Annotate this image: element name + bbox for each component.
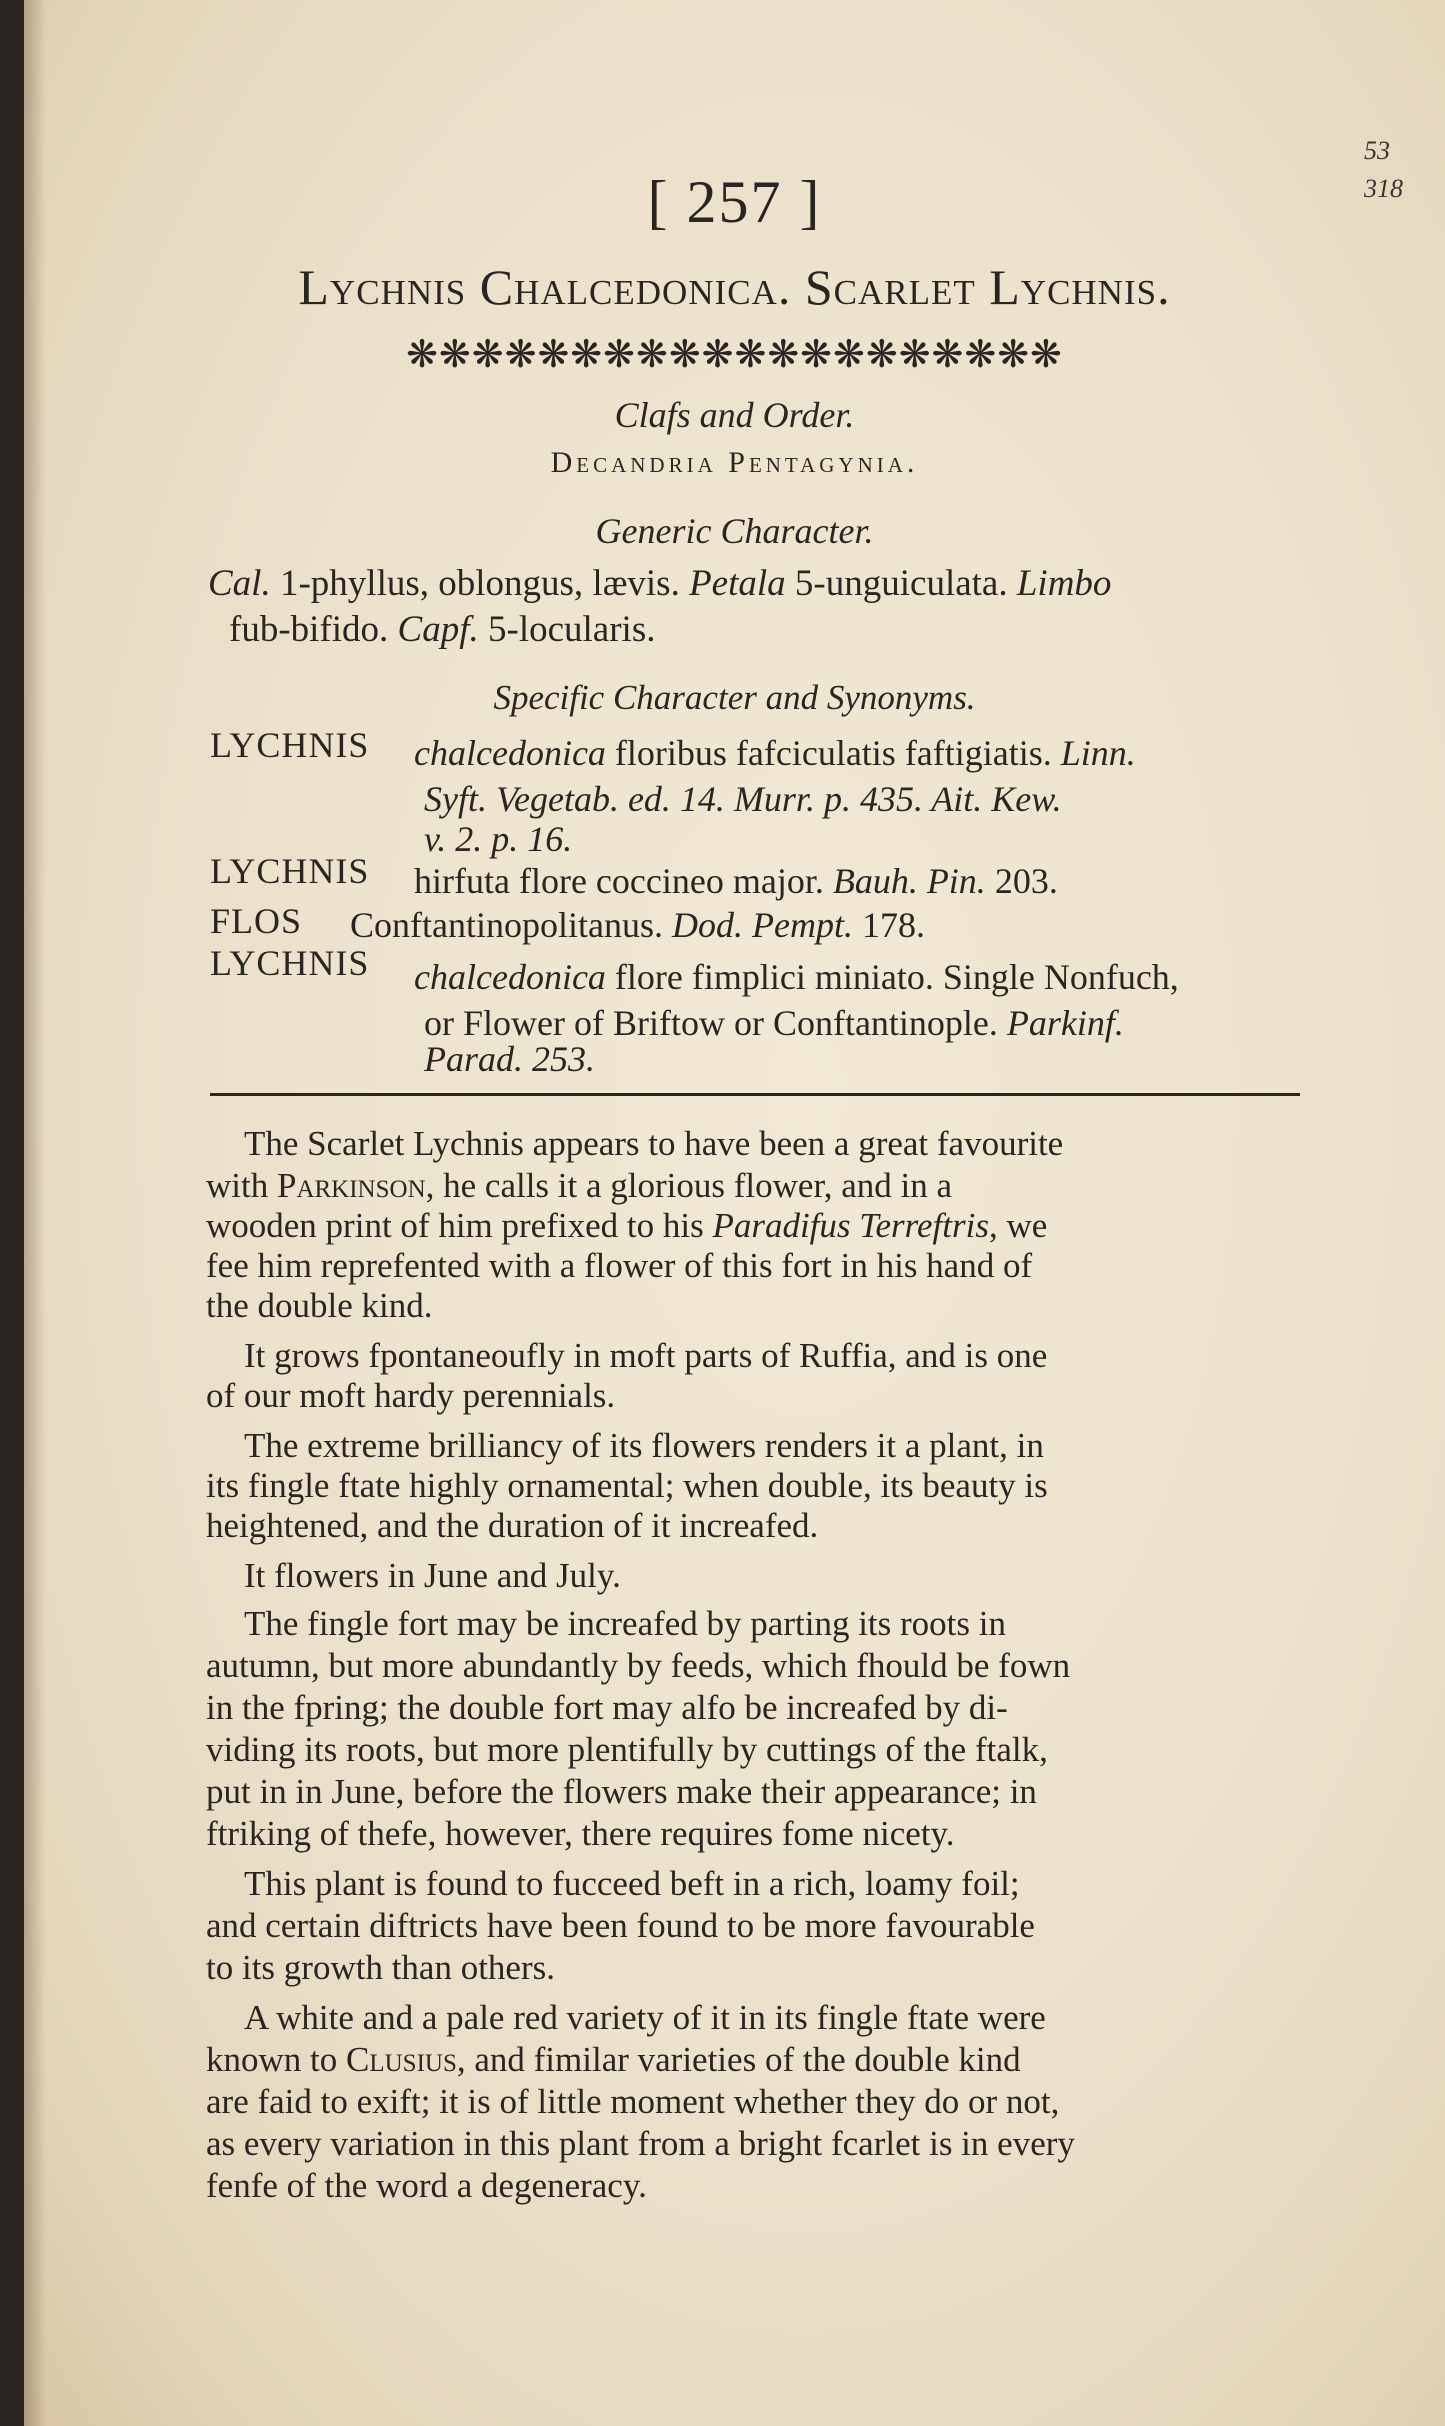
body-line: its fingle ftate highly ornamental; when double, its beauty is	[206, 1466, 1048, 1505]
page	[24, 0, 1445, 2426]
synonym-line: Parad. 253.	[424, 1039, 595, 1079]
body-line: in the fpring; the double fort may alfo be increafed by di-	[206, 1688, 1008, 1727]
body-line: and certain diftricts have been found to be more favourable	[206, 1906, 1035, 1945]
horizontal-rule	[210, 1093, 1300, 1096]
body-line: put in in June, before the flowers make their appearance; in	[206, 1772, 1037, 1811]
body-line: This plant is found to fucceed beft in a rich, loamy foil;	[244, 1864, 1020, 1903]
body-line: fenfe of the word a degeneracy.	[206, 2166, 647, 2205]
class-order-value: Decandria Pentagynia.	[550, 446, 919, 479]
body-line: are faid to exift; it is of little moment whether they do or not,	[206, 2082, 1060, 2121]
body-line: viding its roots, but more plentifully by cuttings of the ftalk,	[206, 1730, 1048, 1769]
synonym-genus: LYCHNIS	[210, 725, 370, 765]
body-line: wooden print of him prefixed to his Paradifus Terreftris, we	[206, 1206, 1048, 1245]
body-line: ftriking of thefe, however, there requires fome nicety.	[206, 1814, 955, 1853]
body-line: It grows fpontaneoufly in moft parts of Ruffia, and is one	[244, 1336, 1048, 1375]
synonym-line: v. 2. p. 16.	[424, 819, 573, 859]
generic-character-line: fub-bifido. Capf. 5-locularis.	[229, 609, 656, 650]
synonym-line: hirfuta flore coccineo major. Bauh. Pin. 203.	[414, 861, 1058, 901]
body-line: the double kind.	[206, 1286, 433, 1325]
specific-character-heading: Specific Character and Synonyms.	[493, 678, 976, 717]
page-number: [ 257 ]	[647, 169, 822, 235]
synonym-line: chalcedonica flore fimplici miniato. Single Nonfuch,	[414, 957, 1179, 997]
synonym-line: chalcedonica floribus fafciculatis faftigiatis. Linn.	[414, 733, 1136, 773]
body-line: The extreme brilliancy of its flowers renders it a plant, in	[244, 1426, 1044, 1465]
class-order-heading: Clafs and Order.	[614, 395, 855, 435]
margin-note: 318	[1364, 174, 1403, 203]
ornament-divider: ❋❋❋❋❋❋❋❋❋❋❋❋❋❋❋❋❋❋❋❋	[406, 334, 1063, 376]
synonym-line: Syft. Vegetab. ed. 14. Murr. p. 435. Ait. Kew.	[424, 779, 1062, 819]
body-line: known to Clusius, and fimilar varieties of the double kind	[206, 2040, 1021, 2079]
body-line: with Parkinson, he calls it a glorious flower, and in a	[206, 1166, 952, 1205]
body-line: The fingle fort may be increafed by parting its roots in	[244, 1604, 1006, 1643]
generic-character-line: Cal. 1-phyllus, oblongus, lævis. Petala 5-unguiculata. Limbo	[208, 563, 1112, 604]
synonym-genus: LYCHNIS	[210, 943, 370, 983]
synonym-line: or Flower of Briftow or Conftantinople. Parkinf.	[424, 1003, 1124, 1043]
generic-character-heading: Generic Character.	[595, 511, 874, 551]
synonym-genus: FLOS	[210, 901, 303, 941]
margin-notes	[1364, 132, 1403, 208]
body-line: as every variation in this plant from a bright fcarlet is in every	[206, 2124, 1075, 2163]
body-line: autumn, but more abundantly by feeds, which fhould be fown	[206, 1646, 1071, 1685]
body-line: fee him reprefented with a flower of this fort in his hand of	[206, 1246, 1033, 1285]
body-line: to its growth than others.	[206, 1948, 555, 1987]
body-line: A white and a pale red variety of it in its fingle ftate were	[244, 1998, 1046, 2037]
body-line: of our moft hardy perennials.	[206, 1376, 616, 1415]
page-title: Lychnis Chalcedonica. Scarlet Lychnis.	[298, 259, 1171, 315]
synonym-genus: LYCHNIS	[210, 851, 370, 891]
body-line: The Scarlet Lychnis appears to have been a great favourite	[244, 1124, 1064, 1163]
margin-note: 53	[1364, 136, 1390, 165]
body-line: heightened, and the duration of it increafed.	[206, 1506, 819, 1545]
synonym-line: Conftantinopolitanus. Dod. Pempt. 178.	[350, 905, 925, 945]
body-line: It flowers in June and July.	[244, 1556, 621, 1595]
